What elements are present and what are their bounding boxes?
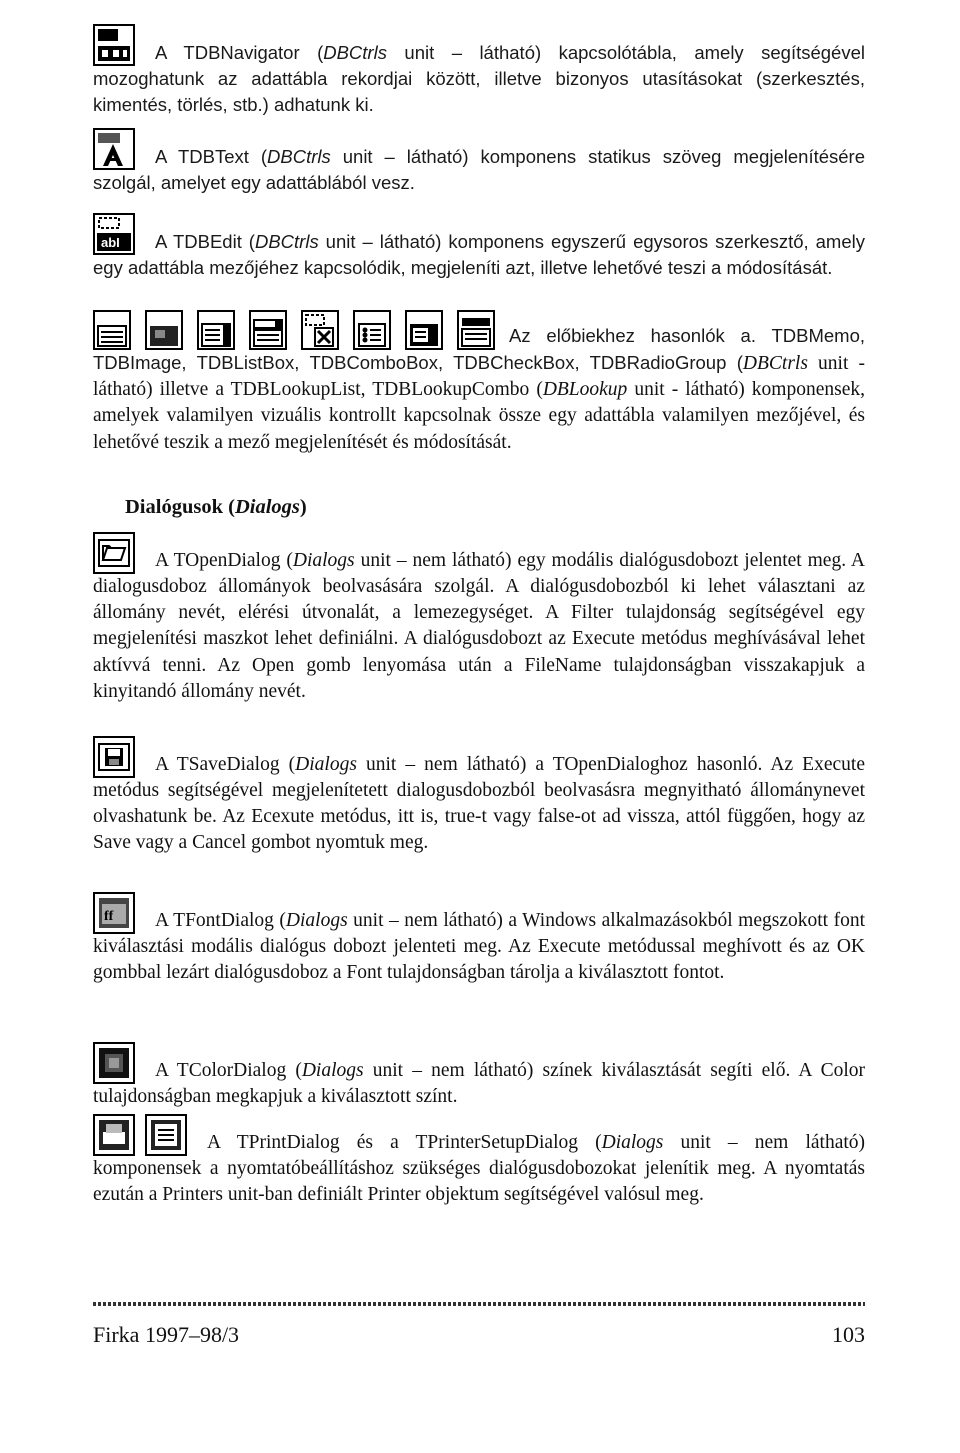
- p7-unit: Dialogs: [285, 909, 348, 931]
- tcolordialog-paragraph: [93, 1042, 865, 1110]
- p5-text-a: A TOpenDialog (: [155, 549, 293, 571]
- p8-text-c: unit – nem látható) színek kiválasztását segíti elő. A Color tulajdonságban megkapjuk a kiválasztott színt.: [93, 1059, 865, 1107]
- p7-text-a: A TFontDialog (: [155, 909, 286, 931]
- heading-text-c: ): [299, 496, 307, 518]
- p3-unit: DBCtrls: [254, 230, 319, 252]
- dialogs-heading: [125, 496, 307, 519]
- heading-text-a: Dialógusok (: [125, 496, 235, 518]
- p2-text-a: A TDBText (: [155, 145, 268, 167]
- p5-text-c: unit – nem látható) egy modális dialógusdobozt jelentet meg. A dialogusdoboz állományok beolvasására szolgál. A dialógusdobozból ki lehet választani az állomány nevét, elérési útvonalát, a lemezegységet. A Filter tulajdonság segítségével egy megjelenítési maszkot lehet definiálni. A dialógusdobozt az Execute metódus meghívásával lehet aktívvá tenni. Az Open gomb lenyomása után a FileName tulajdonságban visszakapjuk a kinyitandó állomány nevét.: [93, 549, 865, 702]
- tfontdialog-paragraph: [93, 892, 865, 986]
- dbimage-icon: [145, 310, 183, 350]
- tsavedialog-paragraph: [93, 736, 865, 857]
- fontdialog-icon: [93, 892, 135, 934]
- tdbtext-paragraph: [93, 128, 865, 196]
- p3-text-c: unit – látható) komponens egyszerű egysoros szerkesztő, amely egy adattábla mezőjéhez kapcsolódik, megjeleníti azt, illetve lehetővé teszi a módosítását.: [93, 230, 865, 278]
- p9-text-c: unit – nem látható) komponensek a nyomtatóbeállításhoz szükséges dialógusdobozokat jelenítik meg. A nyomtatás ezután a Printers unit-ban definiált Printer objektum segítségével valósul meg.: [93, 1131, 866, 1206]
- p4-text-c: unit - látható) illetve a TDBLookupList, TDBLookupCombo (: [93, 353, 865, 401]
- p5-unit: Dialogs: [292, 549, 355, 571]
- p7-text-c: unit – nem látható) a Windows alkalmazásokból megszokott font kiválasztási modális dialógus dobozt jelenteti meg. Az Execute metódussal meghívott és az OK gombbal lezárt dialógusdoboz a Font tulajdonságban tárolja a kiválasztott fontot.: [93, 909, 865, 984]
- tdbedit-paragraph: [93, 213, 865, 281]
- p3-text-a: A TDBEdit (: [155, 230, 255, 252]
- dbnavigator-icon: [93, 24, 135, 66]
- p9-unit: Dialogs: [601, 1131, 664, 1153]
- p4-text-a: Az előbiekhez hasonlók a. TDBMemo, TDBImage, TDBListBox, TDBComboBox, TDBCheckBox, TDBRadioGroup (: [93, 324, 865, 373]
- dblookuplist-icon: [405, 310, 443, 350]
- heading-unit: Dialogs: [234, 496, 300, 518]
- p4-unit-a: DBCtrls: [742, 353, 808, 374]
- p6-unit: Dialogs: [295, 753, 357, 775]
- dblistbox-icon: [197, 310, 235, 350]
- p1-text-c: unit – látható) kapcsolótábla, amely segítségével mozoghatunk az adattábla rekordjai között, illetve bizonyos utasításokat (szerkesztés, kimentés, törlés, stb.) adhatunk ki.: [93, 41, 865, 116]
- dbtext-icon: [93, 128, 135, 170]
- svg-text:abI: abI: [101, 235, 120, 250]
- journal-issue: Firka 1997–98/3: [93, 1322, 240, 1347]
- p1-unit: DBCtrls: [323, 41, 387, 63]
- p4-unit-b: DBLookup: [542, 379, 628, 401]
- savedialog-icon: [93, 736, 135, 778]
- svg-text:ff: ff: [104, 909, 114, 924]
- p8-unit: Dialogs: [301, 1059, 364, 1081]
- p6-text-c: unit – nem látható) a TOpenDialoghoz hasonló. Az Execute metódus segítségével megjelenítetett dialogusdobozból beolvasásra megnyitható állománynevet olvashatunk be. Az Ecexute metódus, itt is, true-t vagy false-ot ad vissza, attól függően, hogy az Save vagy a Cancel gombot nyomtuk meg.: [93, 753, 865, 854]
- printersetupdialog-icon: [145, 1114, 187, 1156]
- p6-text-a: A TSaveDialog (: [155, 753, 296, 775]
- footer-rule: [93, 1302, 865, 1306]
- p9-text-a: A TPrintDialog és a TPrinterSetupDialog (: [207, 1131, 602, 1153]
- p2-unit: DBCtrls: [267, 145, 331, 167]
- dbradiogroup-icon: [353, 310, 391, 350]
- tprintdialog-paragraph: [93, 1114, 865, 1208]
- p1-text-a: A TDBNavigator (: [155, 41, 324, 63]
- colordialog-icon: [93, 1042, 135, 1084]
- p8-text-a: A TColorDialog (: [155, 1059, 302, 1081]
- dbcheckbox-icon: [301, 310, 339, 350]
- topendialog-paragraph: [93, 532, 865, 705]
- page-number: 103: [832, 1322, 865, 1347]
- opendialog-icon: [93, 532, 135, 574]
- tdbnavigator-paragraph: [93, 24, 865, 118]
- printdialog-icon: [93, 1114, 135, 1156]
- p4-text-e: unit - látható) komponensek, amelyek valamilyen vizuális kontrollt kapcsolnak össze egy adattábla valamilyen mezőjével, és lehetővé teszik a mező megjelenítését és módosítását.: [93, 379, 865, 453]
- p2-text-c: unit – látható) komponens statikus szöveg megjelenítésére szolgál, amelyet egy adattáblából vesz.: [93, 145, 865, 193]
- dblookupcombo-icon: [457, 310, 495, 350]
- dbcombobox-icon: [249, 310, 287, 350]
- dbedit-icon: [93, 213, 135, 255]
- db-controls-paragraph: [93, 310, 865, 456]
- dbmemo-icon: [93, 310, 131, 350]
